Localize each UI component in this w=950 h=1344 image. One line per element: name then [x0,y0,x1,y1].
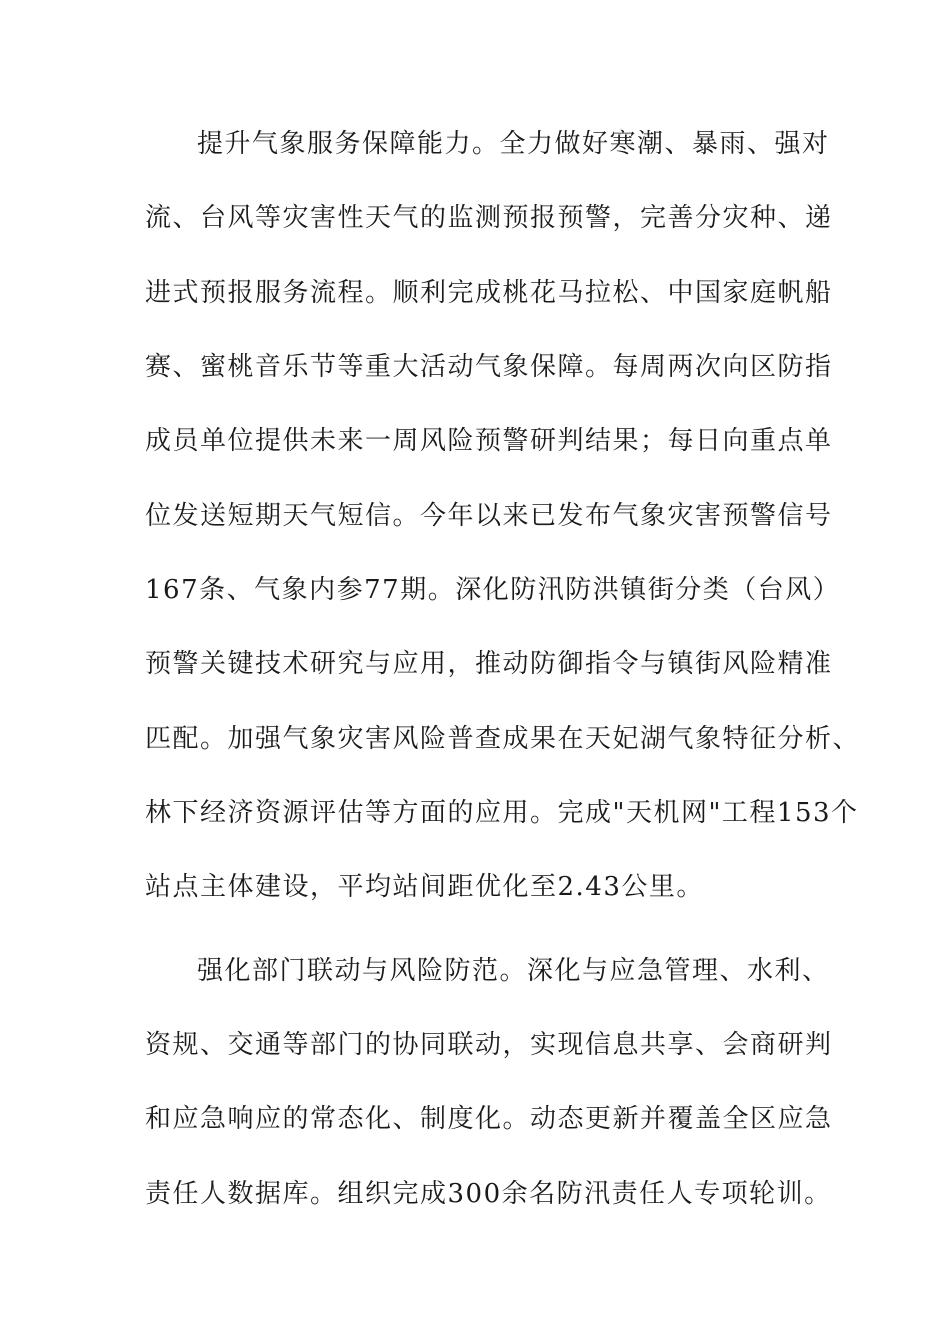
paragraph-line: 预警关键技术研究与应用，推动防御指令与镇街风险精准 [145,649,833,679]
paragraph-line: 资规、交通等部门的协同联动，实现信息共享、会商研判 [145,1030,833,1060]
paragraph-line: 成员单位提供未来一周风险预警研判结果；每日向重点单 [145,426,833,456]
paragraph-line: 167条、气象内参77期。深化防汛防洪镇街分类（台风） [145,575,841,605]
paragraph-line: 责任人数据库。组织完成300余名防汛责任人专项轮训。 [145,1179,832,1209]
paragraph-line: 匹配。加强气象灾害风险普查成果在天妃湖气象特征分析、 [145,724,861,754]
paragraph-line: 赛、蜜桃音乐节等重大活动气象保障。每周两次向区防指 [145,352,833,382]
paragraph-line: 林下经济资源评估等方面的应用。完成"天机网"工程153个 [145,798,859,828]
paragraph-line: 强化部门联动与风险防范。深化与应急管理、水利、 [197,956,830,986]
paragraph-line: 和应急响应的常态化、制度化。动态更新并覆盖全区应急 [145,1104,833,1134]
paragraph-line: 位发送短期天气短信。今年以来已发布气象灾害预警信号 [145,501,833,531]
paragraph-line: 提升气象服务保障能力。全力做好寒潮、暴雨、强对 [197,129,830,159]
paragraph-line: 流、台风等灾害性天气的监测预报预警，完善分灾种、递 [145,203,833,233]
paragraph-line: 进式预报服务流程。顺利完成桃花马拉松、中国家庭帆船 [145,278,833,308]
paragraph-line: 站点主体建设，平均站间距优化至2.43公里。 [145,872,704,902]
